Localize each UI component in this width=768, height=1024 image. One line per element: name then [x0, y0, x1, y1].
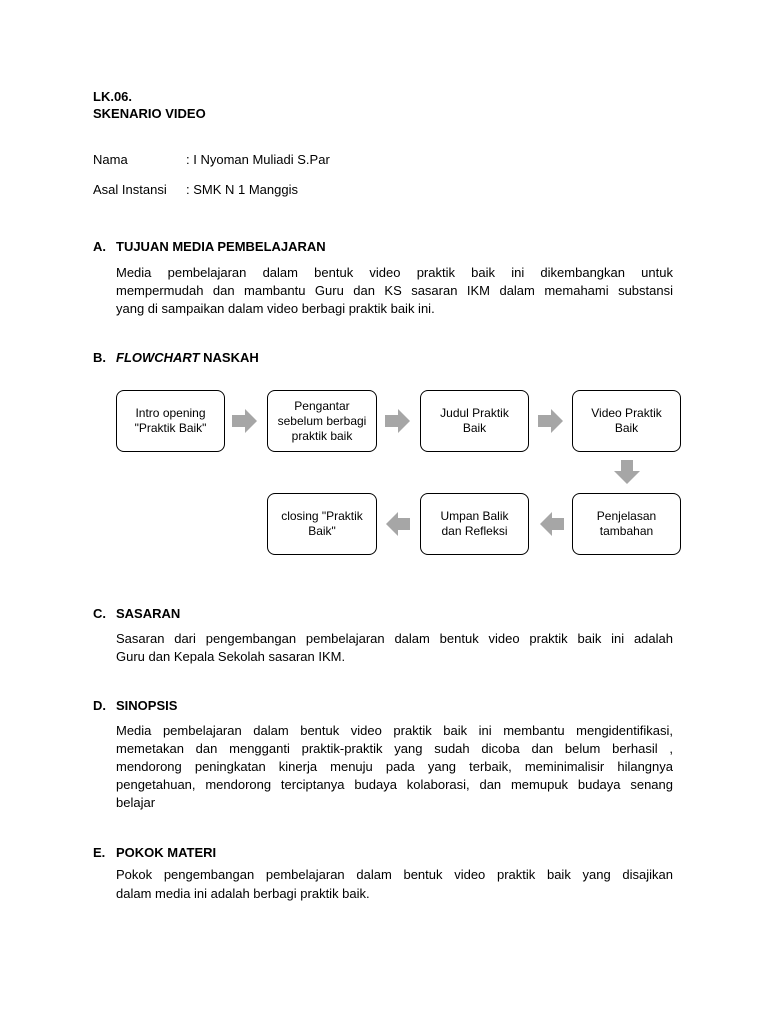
paragraph-line: Media pembelajaran dalam bentuk video praktik baik ini dikembangkan untuk — [116, 265, 673, 280]
paragraph-line: belajar — [116, 795, 156, 810]
section-a-letter: A. — [93, 239, 106, 254]
section-d-letter: D. — [93, 698, 106, 713]
flow-step-penjelasan: Penjelasan tambahan — [572, 493, 681, 555]
paragraph-line: Pokok pengembangan pembelajaran dalam bentuk video praktik baik yang disajikan — [116, 867, 673, 882]
section-c-letter: C. — [93, 606, 106, 621]
identity-label-institution: Asal Instansi — [93, 182, 167, 197]
section-a-title: TUJUAN MEDIA PEMBELAJARAN — [116, 239, 326, 254]
paragraph-line: dalam media ini adalah berbagi praktik baik. — [116, 886, 370, 901]
section-e-title: POKOK MATERI — [116, 845, 217, 860]
paragraph-line: mendorong peningkatan kinerja menuju pada yang terbaik, meminimalisir hilangnya — [116, 759, 673, 774]
flow-step-closing: closing "Praktik Baik" — [267, 493, 377, 555]
paragraph-line: pengetahuan, mendorong terciptanya budaya kolaborasi, dan memupuk budaya senang — [116, 777, 673, 792]
flow-step-pengantar: Pengantar sebelum berbagi praktik baik — [267, 390, 377, 452]
paragraph-line: yang di sampaikan dalam video berbagi praktik baik ini. — [116, 301, 435, 316]
document-title: SKENARIO VIDEO — [93, 106, 206, 121]
flow-arrow-right-icon — [385, 409, 410, 433]
section-d-title: SINOPSIS — [116, 698, 178, 713]
flow-arrow-right-icon — [232, 409, 257, 433]
paragraph-line: mempermudah dan mambantu Guru dan KS sasaran IKM dalam memahami substansi — [116, 283, 673, 298]
section-d-paragraph — [116, 722, 673, 812]
identity-value-institution: : SMK N 1 Manggis — [186, 182, 298, 197]
section-e-letter: E. — [93, 845, 106, 860]
paragraph-line: Guru dan Kepala Sekolah sasaran IKM. — [116, 649, 346, 664]
flow-arrow-left-icon — [386, 512, 410, 536]
section-e-paragraph — [116, 866, 673, 904]
section-c-title: SASARAN — [116, 606, 181, 621]
flow-step-video: Video Praktik Baik — [572, 390, 681, 452]
flow-step-judul: Judul Praktik Baik — [420, 390, 529, 452]
flow-step-umpan-balik: Umpan Balik dan Refleksi — [420, 493, 529, 555]
section-b-letter: B. — [93, 350, 106, 365]
section-b-title — [116, 349, 259, 367]
flow-arrow-left-icon — [540, 512, 564, 536]
flow-step-intro-opening: Intro opening "Praktik Baik" — [116, 390, 225, 452]
section-c-paragraph — [116, 630, 673, 666]
section-b-title-italic: FLOWCHART — [116, 350, 200, 365]
section-a-paragraph — [116, 264, 673, 318]
identity-value-name: : I Nyoman Muliadi S.Par — [186, 152, 330, 167]
flow-arrow-right-icon — [538, 409, 563, 433]
paragraph-line: Media pembelajaran dalam bentuk video praktik baik ini membantu mengidentifikasi, — [116, 723, 673, 738]
paragraph-line: memetakan dan mengganti praktik-praktik yang sudah dicoba dan belum berhasil , — [116, 741, 673, 756]
section-b-title-rest: NASKAH — [203, 350, 259, 365]
identity-label-name: Nama — [93, 152, 128, 167]
paragraph-line: Sasaran dari pengembangan pembelajaran dalam bentuk video praktik baik ini adalah — [116, 631, 673, 646]
document-code: LK.06. — [93, 89, 133, 104]
flow-arrow-down-icon — [614, 460, 640, 484]
